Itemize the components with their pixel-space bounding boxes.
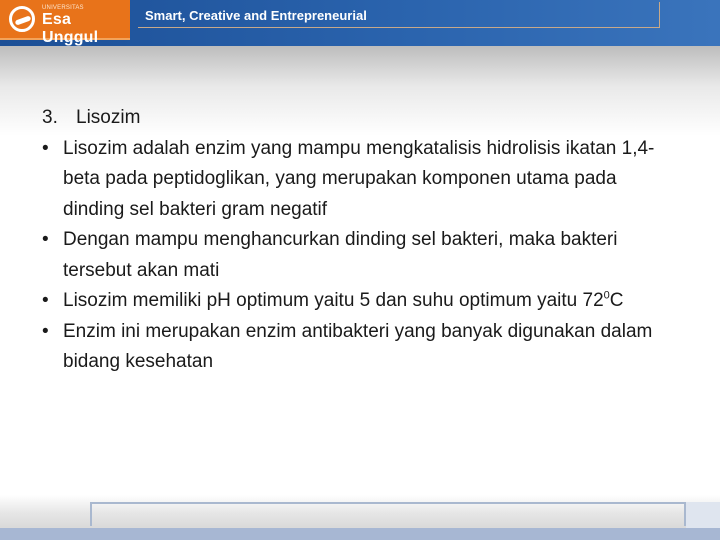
- list-item: [42, 225, 682, 286]
- university-emblem-icon: [9, 6, 35, 32]
- list-item: [42, 317, 682, 378]
- footer-bar: [0, 528, 720, 540]
- tagline: Smart, Creative and Entrepreneurial: [145, 8, 367, 23]
- bullet-icon: •: [42, 229, 49, 250]
- bullet-icon: •: [42, 290, 49, 311]
- bullet-icon: •: [42, 320, 49, 342]
- bullet-text-before: Lisozim memiliki pH optimum yaitu 5 dan suhu optimum yaitu 72: [63, 290, 604, 311]
- header-band: [0, 0, 720, 46]
- bullet-list: [42, 134, 682, 378]
- heading-title: Lisozim: [76, 107, 141, 128]
- bullet-text: Lisozim adalah enzim yang mampu mengkatalisis hidrolisis ikatan 1,4-beta pada peptidoglikan, yang merupakan komponen utama pada dinding sel bakteri gram negatif: [63, 137, 655, 220]
- list-item: [42, 134, 682, 226]
- bullet-icon: •: [42, 137, 49, 159]
- bullet-text: Enzim ini merupakan enzim antibakteri yang banyak digunakan dalam bidang kesehatan: [63, 320, 653, 372]
- university-logo[interactable]: [0, 0, 130, 46]
- degree-superscript: 0: [603, 289, 610, 302]
- slide-content: [42, 103, 682, 378]
- logo-name: Esa Unggul: [42, 11, 99, 46]
- heading-number: 3.: [42, 107, 58, 128]
- logo-caption: UNIVERSITAS: [42, 5, 84, 11]
- footer-frame-line: [90, 502, 686, 526]
- bullet-text: Dengan mampu menghancurkan dinding sel bakteri, maka bakteri tersebut akan mati: [63, 229, 618, 281]
- bullet-text-after: C: [609, 290, 624, 311]
- list-item: [42, 286, 682, 317]
- slide-heading: [42, 103, 682, 134]
